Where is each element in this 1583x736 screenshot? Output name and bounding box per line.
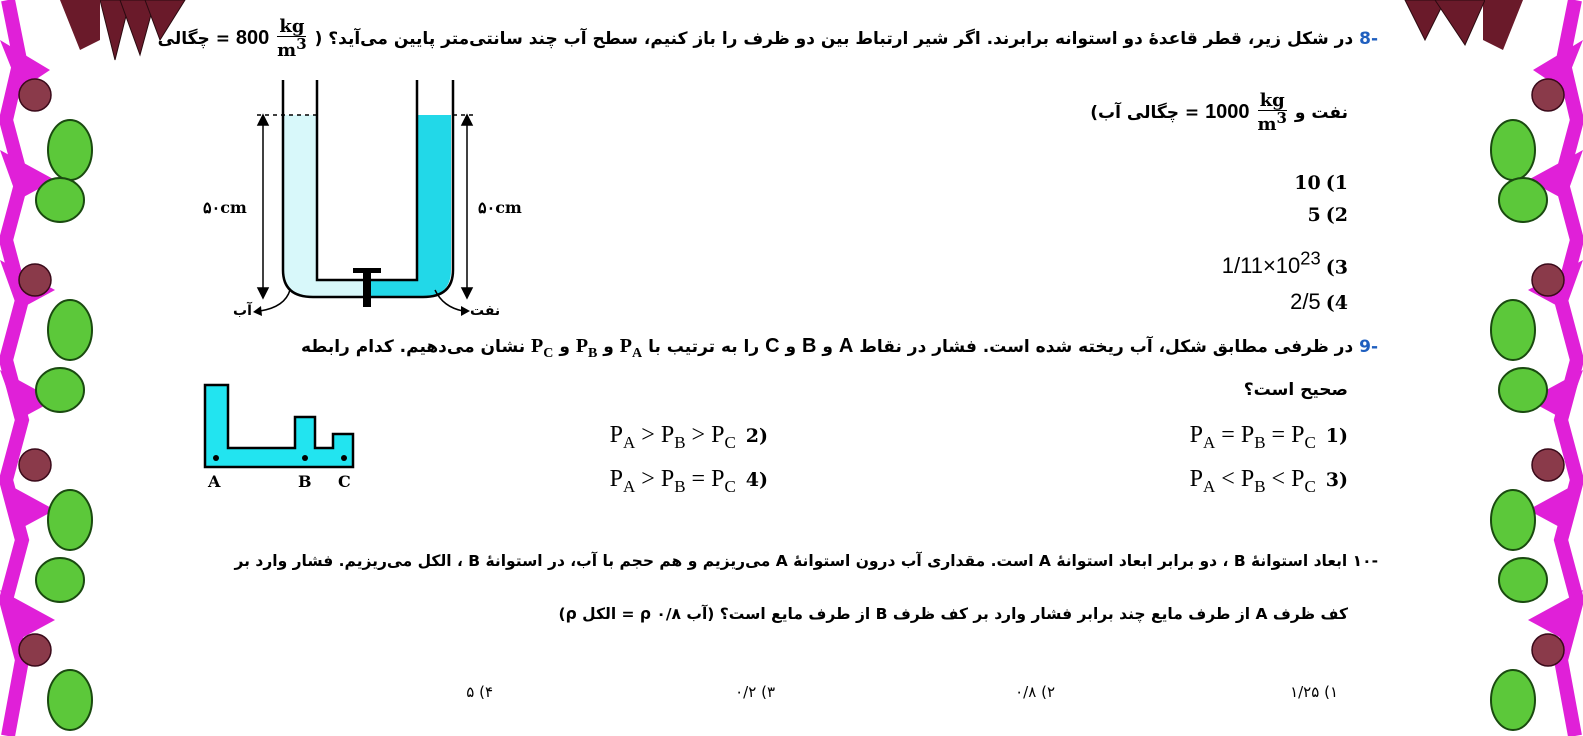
q10-stem-line2: کف ظرف A از طرف مایع چند برابر فشار وارد بر کف ظرف B از طرف مایع است؟ (آب ρ ۰/۸ = الکل ρ) — [558, 605, 1348, 623]
q8-text: در شکل زیر، قطر قاعدهٔ دو استوانه برابرند. اگر شیر ارتباط بین دو ظرف را باز کنیم، سطح آب چند سانتی‌متر پایین می‌آید؟ — [328, 29, 1354, 49]
q8-oil-label: نفت — [470, 303, 501, 319]
q8-water-density-label: چگالی آب) — [1090, 103, 1179, 123]
q10-number: -۱۰ — [1352, 552, 1378, 570]
q9-option-2[interactable]: $P_A > P_B > P_C$ 2) — [609, 422, 768, 452]
q8-oil-density-label: چگالی — [157, 29, 210, 49]
decorative-border-right — [1483, 0, 1583, 736]
q10-option-2[interactable]: ۲) ۰/۸ — [1015, 683, 1055, 701]
q9-stem-line1: -9 در ظرفی مطابق شکل، آب ریخته شده است. فشار در نقاط A و B و C را به ترتیب با $P_A$ و $P_B$ و $P_C$ نشان می‌دهیم. کدام رابطه — [300, 335, 1378, 361]
q8-option-1[interactable]: 1) 10 — [1294, 172, 1348, 194]
q8-oil-label: نفت و — [1294, 103, 1348, 123]
q8-stem-line2: نفت و $\frac{kg}{m^3}$ 1000 = چگالی آب) — [1090, 90, 1348, 135]
q10-option-4[interactable]: ۴) ۵ — [466, 683, 493, 701]
q8-water-density-value: 1000 — [1205, 101, 1250, 123]
q9-diagram — [200, 382, 360, 470]
q8-option-2[interactable]: 2) 5 — [1307, 204, 1348, 226]
water-fill — [283, 115, 415, 297]
q9-label-a: A — [208, 472, 221, 491]
q10-stem-line1: -۱۰ ابعاد استوانهٔ B ، دو برابر ابعاد استوانهٔ A است. مقداری آب درون استوانهٔ A می‌ریزیم و هم حجم با آب، در استوانهٔ B ، الکل می‌ریزیم. فشار وارد بر — [234, 552, 1378, 570]
q9-option-3[interactable]: $P_A < P_B < P_C$ 3) — [1189, 466, 1348, 496]
q8-water-label: آب — [233, 303, 252, 319]
q9-option-expression: $P_A > P_B > P_C$ — [609, 422, 736, 452]
q9-option-expression: $P_A < P_B < P_C$ — [1189, 466, 1316, 496]
point-a — [213, 455, 219, 461]
point-b — [302, 455, 308, 461]
q8-option-4[interactable]: 4) 2/5 — [1290, 289, 1348, 314]
q9-option-expression: $P_A = P_B = P_C$ — [1189, 422, 1316, 452]
q8-unit-fraction-1: $\frac{kg}{m^3}$ — [277, 16, 307, 61]
q9-option-1[interactable]: $P_A = P_B = P_C$ 1) — [1189, 422, 1348, 452]
q9-option-expression: $P_A > P_B = P_C$ — [609, 466, 736, 496]
q8-oil-density-value: 800 — [235, 27, 270, 49]
q9-option-4[interactable]: $P_A > P_B = P_C$ 4) — [609, 466, 768, 496]
decorative-border-left — [0, 0, 100, 736]
q8-left-height-label: ۵۰cm — [203, 198, 247, 217]
q8-unit-fraction-2: $\frac{kg}{m^3}$ — [1257, 90, 1287, 135]
q8-number: -8 — [1359, 29, 1378, 49]
q9-stem-line2: صحیح است؟ — [1243, 380, 1348, 400]
decorative-flower-top-right — [1385, 0, 1485, 50]
q10-option-3[interactable]: ۳) ۰/۲ — [735, 683, 775, 701]
q10-option-1[interactable]: ۱) ۱/۲۵ — [1290, 683, 1338, 701]
point-c — [341, 455, 347, 461]
q8-stem-line1: -8 در شکل زیر، قطر قاعدهٔ دو استوانه برابرند. اگر شیر ارتباط بین دو ظرف را باز کنیم، سطح آب چند سانتی‌متر پایین می‌آید؟ ( $\frac{kg}{m^3}$ 800 = چگالی — [157, 16, 1378, 61]
q8-right-height-label: ۵۰cm — [478, 198, 522, 217]
q9-number: -9 — [1359, 337, 1378, 357]
q9-label-b: B — [298, 472, 312, 491]
q8-option-3[interactable]: 3) $1/11\times 10^{23}$ — [1221, 248, 1348, 279]
q9-label-c: C — [338, 472, 351, 491]
